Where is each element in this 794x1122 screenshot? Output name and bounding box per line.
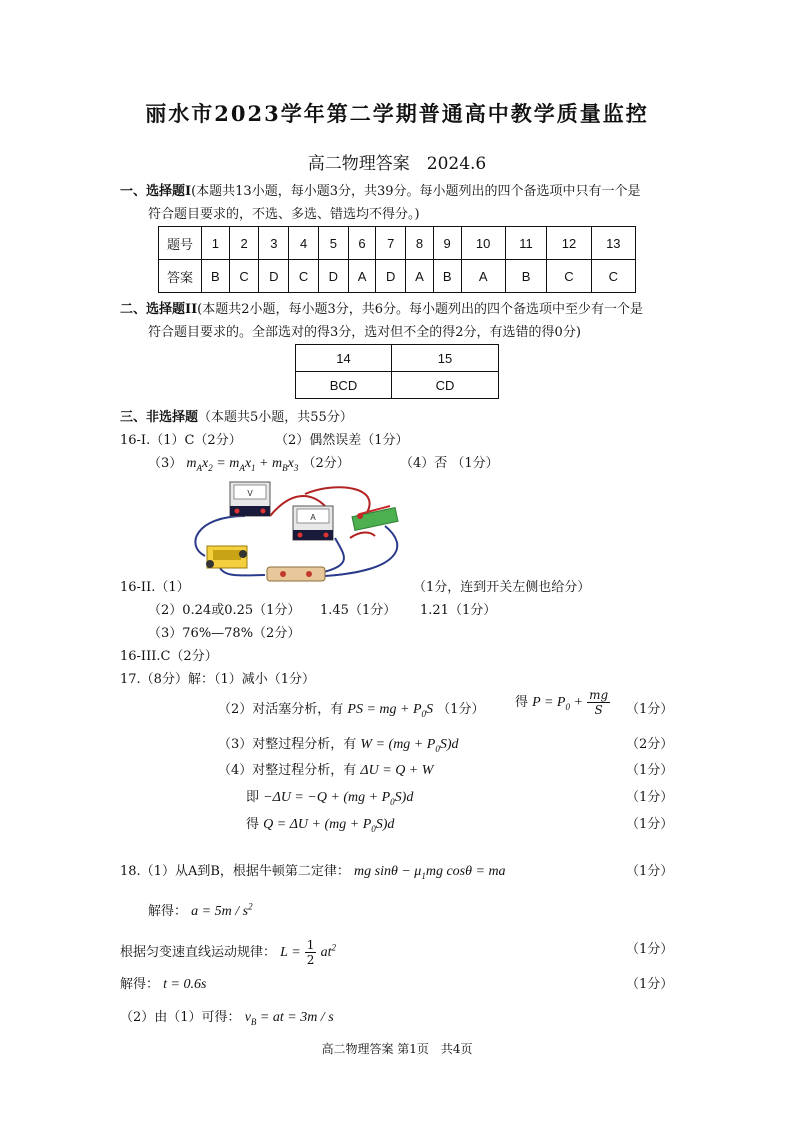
- table-cell: D: [318, 260, 348, 293]
- q18-4-score: （1分）: [626, 977, 674, 992]
- table-row-answers: [296, 372, 499, 399]
- q16-2-answer-2c: 1.21（1分）: [420, 603, 497, 618]
- table-cell: A: [348, 260, 376, 293]
- q-formula: $Q = \Delta U + (mg + P_0S)d$: [263, 817, 395, 834]
- circuit-figure: [185, 476, 415, 586]
- q17-6-score: （1分）: [626, 817, 674, 832]
- table-cell: 5: [318, 227, 348, 260]
- distance-formula-right: $at^2$: [320, 942, 336, 960]
- table-cell: CD: [392, 372, 499, 399]
- table-row-numbers: [159, 227, 636, 260]
- q17-2b-label: 得: [515, 695, 529, 710]
- q17-2a-score: （1分）: [437, 702, 485, 717]
- page-subtitle: 高二物理答案 2024.6: [307, 154, 487, 174]
- q16-2-answer-1-note: （1分，连到开关左侧也给分）: [413, 580, 591, 595]
- q17-2a: [218, 698, 484, 719]
- q16-2-answer-2b: 1.45（1分）: [320, 603, 397, 618]
- neg-du-formula: $-\Delta U = -Q + (mg + P_0S)d$: [263, 790, 414, 807]
- ammeter-label: A: [310, 513, 316, 522]
- q17-4-score: （1分）: [626, 763, 674, 778]
- row-label-number: 题号: [159, 227, 202, 260]
- table-cell: 1: [202, 227, 230, 260]
- circuit-wire: [350, 532, 375, 538]
- circuit-wire: [220, 568, 265, 575]
- table-cell: A: [461, 260, 505, 293]
- battery-icon: [267, 567, 325, 581]
- section1-note-line2: 符合题目要求的，不选、多选、错选均不得分。): [148, 207, 420, 222]
- q17-5: [246, 786, 413, 807]
- q16-2-answer-1: 16-II.（1）: [120, 580, 190, 595]
- table-cell: C: [591, 260, 635, 293]
- q16-2-answer-3: （3）76%—78%（2分）: [148, 626, 301, 641]
- du-formula: ΔU = Q + W: [360, 763, 434, 778]
- table-cell: C: [289, 260, 319, 293]
- table-cell: 4: [289, 227, 319, 260]
- table-cell: D: [259, 260, 289, 293]
- table-row-answers: [159, 260, 636, 293]
- distance-numerator: 1: [306, 938, 315, 952]
- table-cell: 14: [296, 345, 392, 372]
- section2-note-line2: 符合题目要求的。全部选对的得3分，选对但不全的得2分，有选错的得0分): [148, 325, 581, 340]
- table-cell: D: [376, 260, 406, 293]
- voltmeter-label: V: [247, 489, 253, 498]
- section1-heading: 一、选择题I: [120, 184, 192, 199]
- switch-icon: [352, 506, 398, 530]
- velocity-formula: $v_B$ = at = 3m / s: [244, 1010, 334, 1027]
- table-cell: 11: [505, 227, 547, 260]
- q17-3-label: （3）对整过程分析，有: [218, 737, 357, 752]
- q16-1-answer-3-score: （2分）: [302, 456, 350, 471]
- table-cell: B: [433, 260, 461, 293]
- table-cell: BCD: [296, 372, 392, 399]
- table-cell: 12: [547, 227, 591, 260]
- q18-4: [120, 973, 206, 993]
- q16-1-answer-2: （2）偶然误差（1分）: [275, 433, 409, 448]
- section2-heading: 二、选择题II: [120, 302, 198, 317]
- q18-5: [120, 1006, 334, 1027]
- table-cell: 9: [433, 227, 461, 260]
- q16-3-answer: 16-III.C（2分）: [120, 649, 218, 664]
- time-formula: t = 0.6s: [163, 977, 207, 992]
- table-cell: C: [229, 260, 259, 293]
- distance-formula-left: L =: [280, 945, 301, 960]
- q18-1-score: （1分）: [626, 864, 674, 879]
- q17-2b: [515, 688, 610, 717]
- table-cell: B: [505, 260, 547, 293]
- q16-1-answer-3: [148, 452, 350, 473]
- rheostat-icon: [206, 546, 247, 568]
- q17-4: [218, 759, 433, 779]
- momentum-formula: $m_Ax_2 = m_Ax_1 + m_Bx_3$: [186, 456, 299, 473]
- q17-4-label: （4）对整过程分析，有: [218, 763, 357, 778]
- work-formula: $W = (mg + P_0S)d$: [360, 737, 459, 754]
- pressure-formula: $P = P_0$ +: [532, 695, 583, 712]
- q18-3-score: （1分）: [626, 942, 674, 957]
- q18-3-label: 根据匀变速直线运动规律：: [120, 945, 277, 960]
- section2-answer-table: [295, 344, 499, 399]
- pressure-numerator: mg: [589, 688, 609, 702]
- q18-1-label: 18.（1）从A到B，根据牛顿第二定律：: [120, 864, 350, 879]
- q17-3-score: （2分）: [626, 737, 674, 752]
- page-title: 丽水市2023学年第二学期普通高中教学质量监控: [145, 101, 649, 126]
- accel-formula: $a = 5m / s^2$: [191, 901, 253, 919]
- section2-heading-line: [120, 298, 643, 317]
- table-cell: 8: [406, 227, 434, 260]
- section3-note: （本题共5小题，共55分）: [198, 410, 353, 425]
- pressure-denominator: S: [594, 703, 603, 717]
- voltmeter-icon: [230, 482, 270, 516]
- table-cell: 2: [229, 227, 259, 260]
- q17-heading: 17.（8分）解：（1）减小（1分）: [120, 672, 315, 687]
- row-label-answer: 答案: [159, 260, 202, 293]
- q18-2-label: 解得：: [148, 904, 188, 919]
- q16-2-answer-2a: （2）0.24或0.25（1分）: [148, 603, 301, 618]
- section1-note-line1: (本题共13小题，每小题3分，共39分。每小题列出的四个备选项中只有一个是: [191, 184, 641, 199]
- q17-2a-label: （2）对活塞分析，有: [218, 702, 344, 717]
- q16-1-answer-3-label: （3）: [148, 456, 183, 471]
- q17-5-label: 即: [246, 790, 260, 805]
- table-cell: 10: [461, 227, 505, 260]
- q17-6-label: 得: [246, 817, 260, 832]
- q18-1: [120, 860, 506, 881]
- q18-5-label: （2）由（1）可得：: [120, 1010, 241, 1025]
- table-row-numbers: [296, 345, 499, 372]
- page-footer: 高二物理答案 第1页 共4页: [321, 1042, 473, 1056]
- section3-heading-line: [120, 406, 353, 425]
- q16-1-answer-1: 16-I.（1）C（2分）: [120, 433, 242, 448]
- section2-note-line1: (本题共2小题，每小题3分，共6分。每小题列出的四个备选项中至少有一个是: [197, 302, 644, 317]
- table-cell: A: [406, 260, 434, 293]
- table-cell: 3: [259, 227, 289, 260]
- q17-2b-score: （1分）: [626, 702, 674, 717]
- newton-formula: mg $\sin\theta - \mu_1mg$ cosθ = ma: [354, 864, 506, 881]
- table-cell: 13: [591, 227, 635, 260]
- table-cell: 6: [348, 227, 376, 260]
- q18-4-label: 解得：: [120, 977, 160, 992]
- table-cell: B: [202, 260, 230, 293]
- piston-formula: PS = mg + $P_0S$: [347, 702, 434, 719]
- q17-5-score: （1分）: [626, 790, 674, 805]
- section3-heading: 三、非选择题: [120, 410, 199, 425]
- q18-2: [148, 900, 253, 920]
- ammeter-icon: [293, 506, 333, 540]
- table-cell: 7: [376, 227, 406, 260]
- q17-3: [218, 733, 458, 754]
- distance-fraction: [305, 938, 317, 967]
- q18-3: [120, 938, 336, 967]
- distance-denominator: 2: [306, 953, 315, 967]
- table-cell: 15: [392, 345, 499, 372]
- pressure-fraction: [587, 688, 610, 717]
- section1-answer-table: [158, 226, 636, 293]
- table-cell: C: [547, 260, 591, 293]
- section1-heading-line: [120, 180, 641, 199]
- q17-6: [246, 813, 394, 834]
- q16-1-answer-4: （4）否 （1分）: [400, 456, 499, 471]
